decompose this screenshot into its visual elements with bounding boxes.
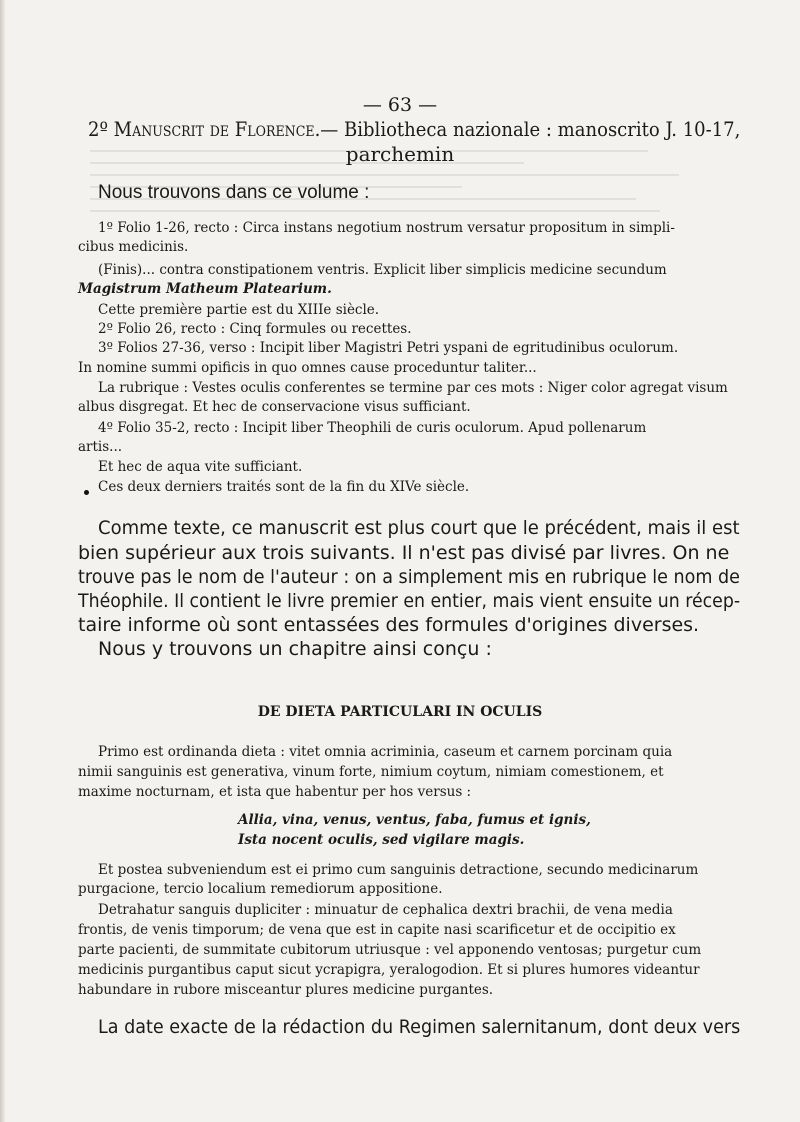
paragraph-line: taire informe où sont entassées des formules d'origines diverses.	[78, 614, 700, 636]
contents-line: cibus medicinis.	[78, 239, 189, 255]
contents-line: 4º Folio 35-2, recto : Incipit liber Theophili de curis oculorum. Apud pollenarum	[98, 420, 647, 436]
paragraph-line: Comme texte, ce manuscrit est plus court que le précédent, mais il est	[98, 517, 740, 539]
closing-line: La date exacte de la rédaction du Regimen salernitanum, dont deux vers	[98, 1016, 741, 1038]
contents-line: 1º Folio 1-26, recto : Circa instans negotium nostrum versatur propositum in simpli-	[98, 220, 675, 236]
latin-line: habundare in rubore misceantur plures medicine purgantes.	[78, 982, 494, 998]
paragraph-line: Théophile. Il contient le livre premier en entier, mais vient ensuite un récep-	[78, 590, 741, 612]
page-number: — 63 —	[362, 94, 438, 116]
latin-line: Et postea subveniendum est ei primo cum sanguinis detractione, secundo medicinarum	[98, 862, 699, 878]
contents-line: artis...	[78, 439, 123, 455]
verse-line: Allia, vina, venus, ventus, faba, fumus et ignis,	[238, 812, 591, 828]
paragraph-line: bien supérieur aux trois suivants. Il n'est pas divisé par livres. On ne	[78, 542, 730, 564]
verse-line: Ista nocent oculis, sed vigilare magis.	[238, 832, 525, 848]
latin-line: Detrahatur sanguis dupliciter : minuatur de cephalica dextri brachii, de vena media	[98, 902, 673, 918]
manuscript-heading-line2: parchemin	[345, 142, 455, 166]
page-edge-shadow	[0, 0, 6, 1122]
contents-line: 3º Folios 27-36, verso : Incipit liber Magistri Petri yspani de egritudinibus oculorum.	[98, 340, 679, 356]
contents-line: (Finis)... contra constipationem ventris. Explicit liber simplicis medicine secundum	[98, 262, 667, 278]
latin-line: medicinis purgantibus caput sicut ycrapigra, yeralogodion. Et si plures humores videantur	[78, 962, 700, 978]
manuscript-label: 2º Manuscrit de Florence.	[88, 117, 321, 141]
contents-line: Ces deux derniers traités sont de la fin du XIVe siècle.	[98, 479, 470, 495]
contents-line: Magistrum Matheum Platearium.	[78, 281, 332, 297]
paragraph-line: Nous y trouvons un chapitre ainsi conçu :	[98, 638, 492, 660]
contents-line: albus disgregat. Et hec de conservacione visus sufficiant.	[78, 399, 471, 415]
latin-line: Primo est ordinanda dieta : vitet omnia acriminia, caseum et carnem porcinam quia	[98, 744, 673, 760]
contents-line: Et hec de aqua vite sufficiant.	[98, 459, 303, 475]
chapter-title: DE DIETA PARTICULARI IN OCULIS	[257, 704, 543, 720]
contents-line: Cette première partie est du XIIIe siècle.	[98, 302, 380, 318]
latin-line: parte pacienti, de summitate cubitorum utriusque : vel apponendo ventosas; purgetur cum	[78, 942, 702, 958]
contents-line: In nomine summi opificis in quo omnes cause proceduntur taliter...	[78, 360, 537, 376]
latin-line: purgacione, tercio localium remediorum appositione.	[78, 881, 443, 897]
ink-dot	[84, 490, 89, 495]
contents-line: 2º Folio 26, recto : Cinq formules ou recettes.	[98, 321, 412, 337]
manuscript-rest: — Bibliotheca nazionale : manoscrito J. 10-17,	[320, 117, 741, 141]
paragraph-line: trouve pas le nom de l'auteur : on a simplement mis en rubrique le nom de	[78, 566, 740, 588]
latin-line: maxime nocturnam, et ista que habentur per hos versus :	[78, 784, 472, 800]
manuscript-heading	[88, 117, 740, 141]
intro-line: Nous trouvons dans ce volume :	[98, 182, 370, 203]
latin-line: frontis, de venis timporum; de vena que est in capite nasi scarificetur et de occipitio ex	[78, 922, 676, 938]
contents-line: La rubrique : Vestes oculis conferentes se termine par ces mots : Niger color agregat visum	[98, 380, 728, 396]
latin-line: nimii sanguinis est generativa, vinum forte, nimium coytum, nimiam comestionem, et	[78, 764, 664, 780]
